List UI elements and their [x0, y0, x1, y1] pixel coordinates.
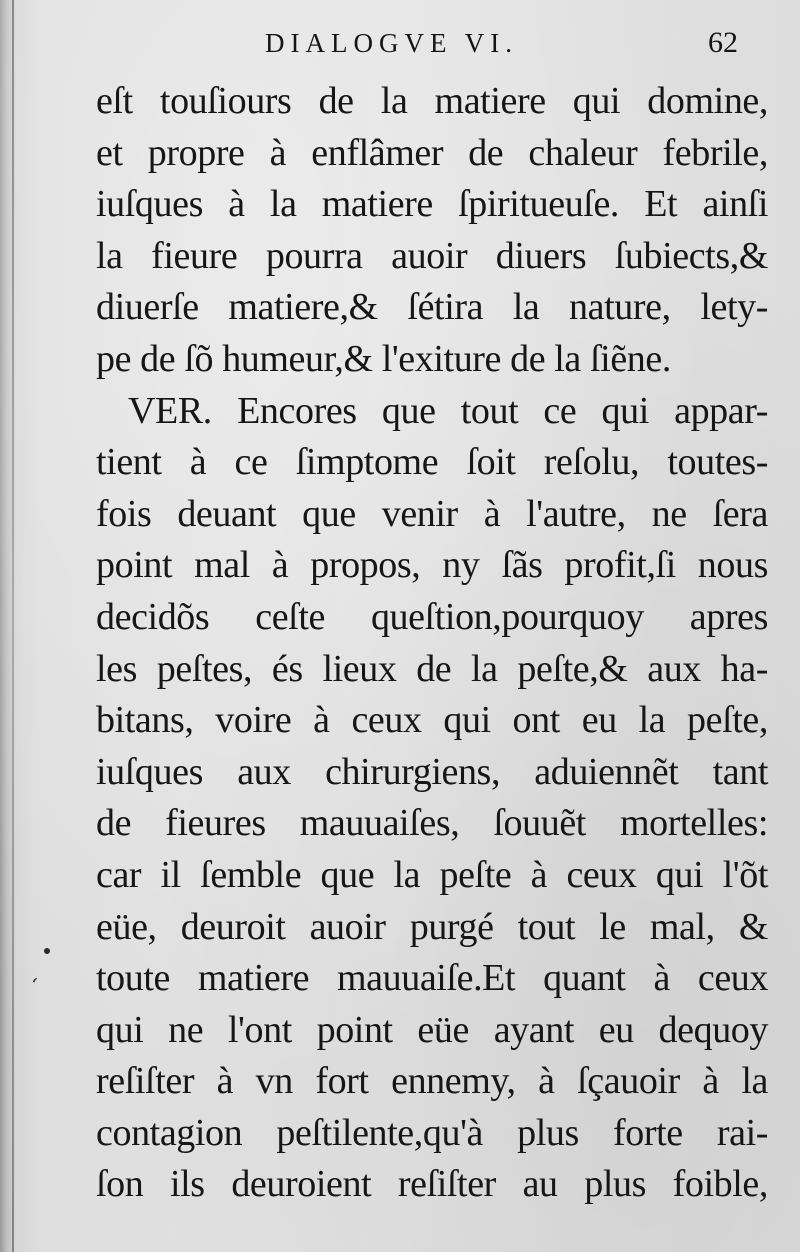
- margin-ink-dot: [44, 948, 50, 954]
- text-line: ſon ils deuroient reſiſter au plus foible,: [96, 1163, 768, 1206]
- gutter-shadow: [12, 0, 14, 1252]
- text-line: les peſtes, és lieux de la peſte,& aux ha-: [96, 647, 768, 690]
- margin-ink-mark: ʻ: [27, 972, 40, 998]
- running-title: DIALOGVE VI.: [265, 28, 518, 58]
- text-line: qui ne l'ont point eüe ayant eu dequoy: [96, 1008, 768, 1051]
- text-line: iuſques à la matiere ſpiritueuſe. Et ainſi: [96, 183, 768, 226]
- text-line: tient à ce ſimptome ſoit reſolu, toutes-: [96, 441, 768, 484]
- text-line: VER. Encores que tout ce qui appar-: [128, 389, 768, 432]
- text-line: eüe, deuroit auoir purgé tout le mal, &: [96, 905, 768, 948]
- page-number: 62: [708, 26, 738, 59]
- text-line: de fieures mauuaiſes, ſouuẽt mortelles:: [96, 802, 768, 845]
- text-line: la fieure pourra auoir diuers ſubiects,&: [96, 234, 768, 277]
- text-line: et propre à enflâmer de chaleur febrile,: [96, 131, 768, 174]
- text-line: car il ſemble que la peſte à ceux qui l'õt: [96, 853, 768, 896]
- text-line: reſiſter à vn fort ennemy, à ſçauoir à la: [96, 1060, 768, 1103]
- body-text: [96, 76, 768, 1211]
- text-line: decidõs ceſte queſtion,pourquoy apres: [96, 595, 768, 638]
- page-header: [0, 22, 800, 62]
- text-line: iuſques aux chirurgiens, aduiennẽt tant: [96, 750, 768, 793]
- text-line: pe de ſõ humeur,& l'exiture de la ſiẽne.: [96, 337, 671, 380]
- text-line: contagion peſtilente,qu'à plus forte rai-: [96, 1111, 768, 1154]
- text-line: fois deuant que venir à l'autre, ne ſera: [96, 492, 768, 535]
- text-line: diuerſe matiere,& ſétira la nature, lety-: [96, 286, 768, 329]
- text-line: bitans, voire à ceux qui ont eu la peſte,: [96, 699, 768, 742]
- text-line: toute matiere mauuaiſe.Et quant à ceux: [96, 957, 768, 1000]
- text-line: eſt touſiours de la matiere qui domine,: [96, 80, 768, 122]
- text-line: point mal à propos, ny ſãs profit,ſi nous: [96, 544, 768, 587]
